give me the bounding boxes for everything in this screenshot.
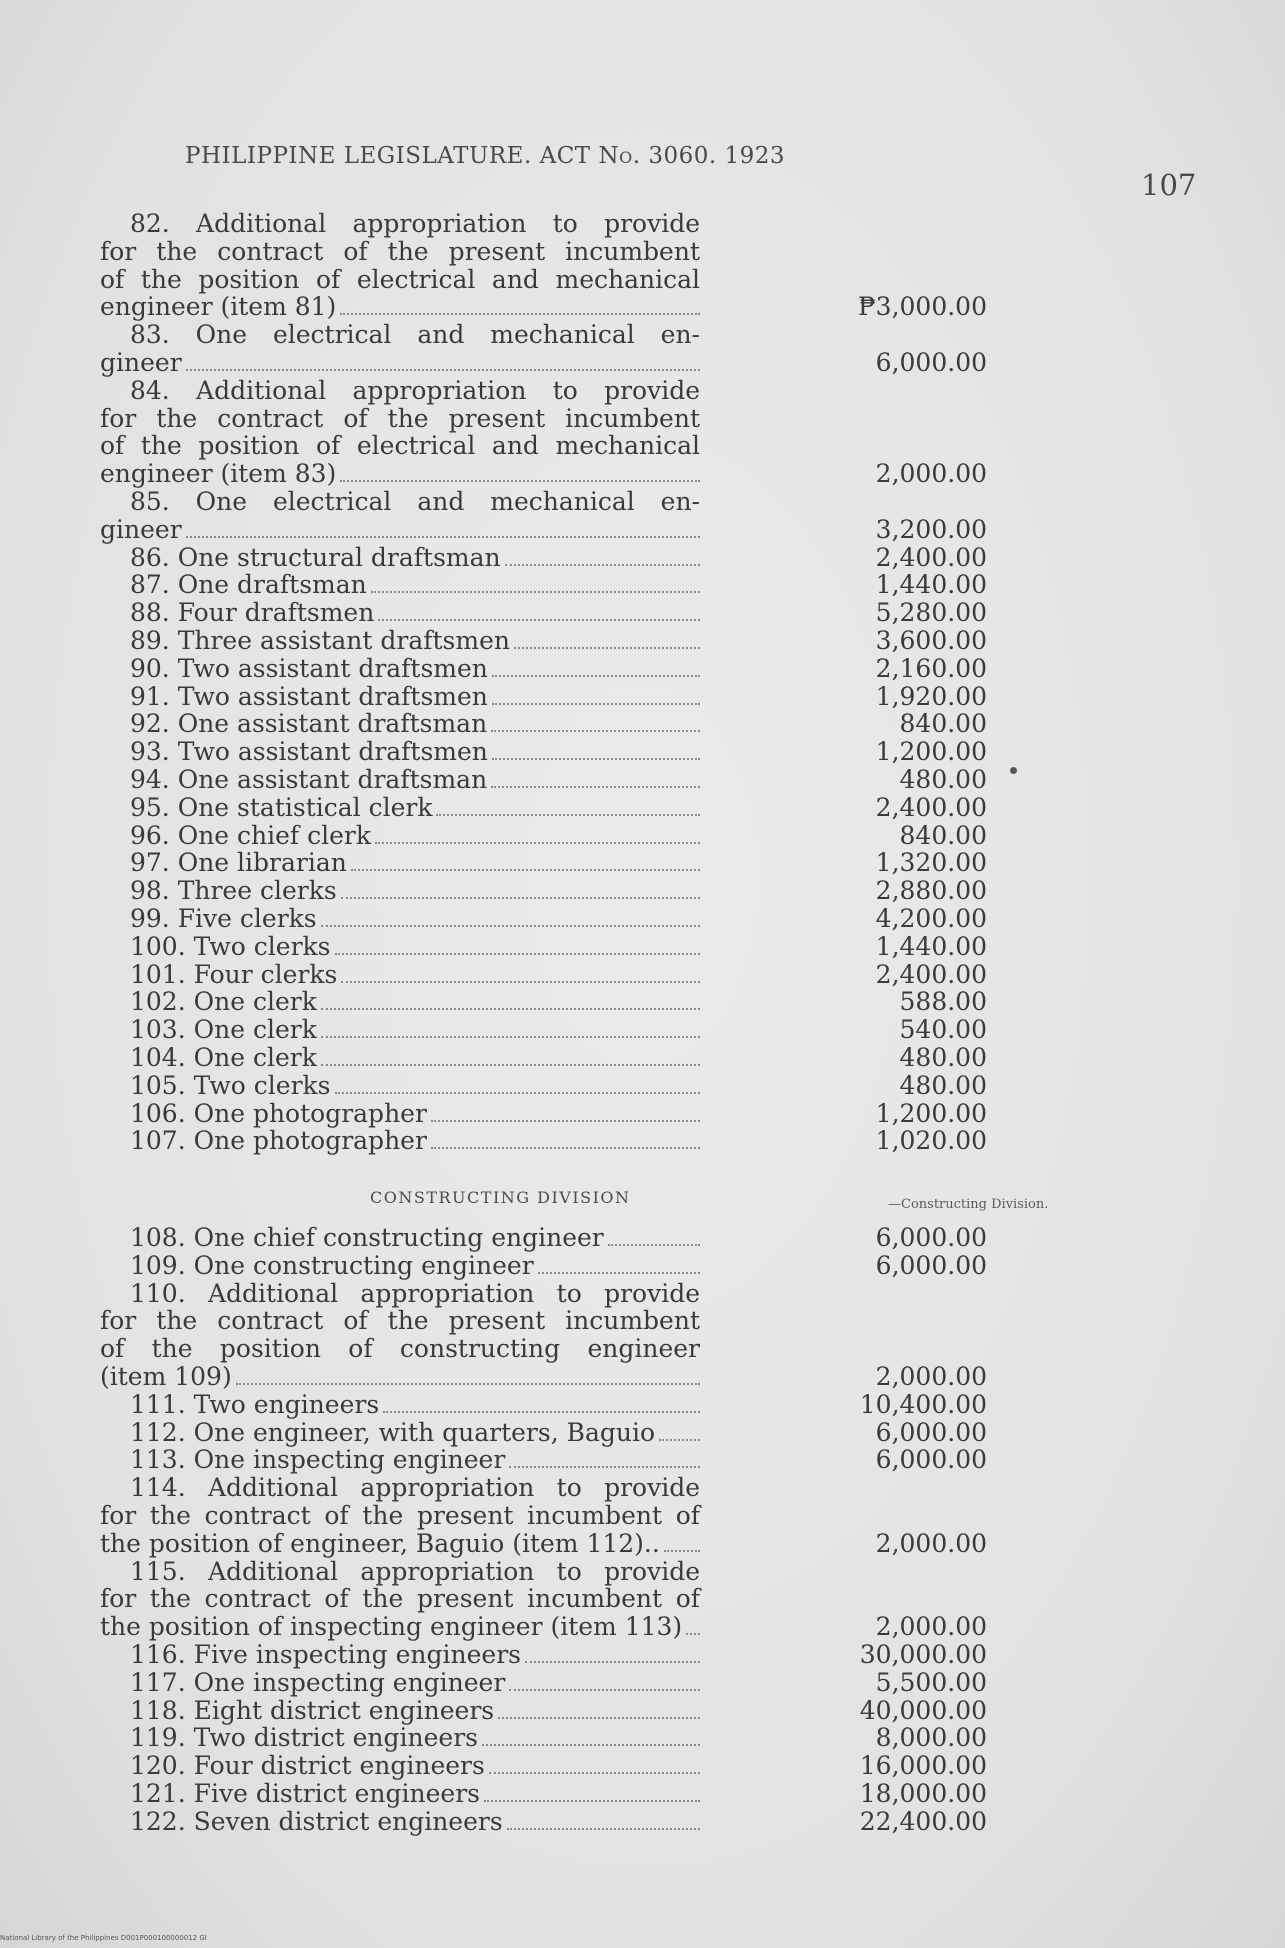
dot-leader [186,368,700,371]
item-text: the position of engineer, Baguio (item 112).. [100,1528,660,1558]
item-line [100,1252,700,1280]
appropriation-item [100,1806,987,1836]
item-text: (item 109) [100,1361,232,1391]
item-line [100,516,700,544]
item-text: 118. Eight district engineers [130,1695,495,1725]
dot-leader [492,674,700,677]
item-amount: 1,200.00 [875,1098,987,1128]
item-text: 101. Four clerks [130,959,338,989]
dot-leader [491,785,700,788]
item-text: 116. Five inspecting engineers [130,1639,522,1669]
item-line [100,1502,700,1530]
appropriation-item [100,1473,987,1558]
item-text: 87. One draftsman [130,570,367,600]
item-line [100,1724,700,1752]
item-amount: 40,000.00 [859,1695,987,1725]
item-line [100,877,700,905]
appropriation-item [100,1556,987,1642]
item-amount: 480.00 [899,1070,987,1100]
item-amount: 2,000.00 [875,1528,987,1558]
item-text: 84. Additional appropriation to provide [130,375,700,405]
item-line [100,460,700,488]
item-amount: 480.00 [899,764,987,794]
item-line [100,710,700,738]
appropriation-item [100,1389,987,1419]
item-text: 98. Three clerks [130,876,337,906]
item-amount: 5,280.00 [875,598,987,628]
item-amount: 30,000.00 [859,1639,987,1669]
item-amount: 3,200.00 [875,514,987,544]
item-line [100,488,700,516]
item-text: 83. One electrical and mechanical en- [130,320,700,350]
item-line [100,599,700,627]
item-line [100,738,700,766]
item-line [100,1044,700,1072]
item-amount: 540.00 [899,1015,987,1045]
item-text: 89. Three assistant draftsmen [130,625,510,655]
item-line [100,1280,700,1308]
dot-leader [340,312,700,315]
item-text: 90. Two assistant draftsmen [130,653,488,683]
dot-leader [489,1771,700,1774]
appropriation-item [100,1223,987,1252]
dot-leader [509,1465,700,1468]
item-line [100,1446,700,1474]
item-text: 100. Two clerks [130,931,331,961]
dot-leader [236,1382,700,1385]
appropriation-item [100,737,987,767]
appropriation-item [100,1042,987,1072]
item-text: engineer (item 83) [100,459,337,489]
item-text: for the contract of the present incumbent of [100,1500,700,1530]
item-text: 97. One librarian [130,848,347,878]
item-line [100,210,700,238]
item-text: 110. Additional appropriation to provide [130,1278,700,1308]
running-head: PHILIPPINE LEGISLATURE. ACT No. 3060. 1923 [185,143,786,169]
item-text: 122. Seven district engineers [130,1806,503,1836]
item-text: engineer (item 81) [100,292,337,322]
ink-speck [1010,767,1017,774]
appropriation-item [100,931,987,961]
dot-leader [186,535,700,538]
item-line [100,293,700,321]
item-line [100,321,700,349]
dot-leader [505,563,700,566]
item-line [100,683,700,711]
item-line [100,1363,700,1391]
item-text: 104. One clerk [130,1042,317,1072]
item-text: 114. Additional appropriation to provide [130,1473,700,1503]
appropriation-item [100,653,987,683]
item-amount: 2,400.00 [875,792,987,822]
item-line [100,349,700,377]
appropriation-list-top [100,209,987,1156]
item-line [100,766,700,794]
dot-leader [484,1799,700,1802]
appropriation-item [100,792,987,822]
appropriation-item [100,320,987,377]
item-text: 112. One engineer, with quarters, Baguio [130,1417,656,1447]
item-text: the position of inspecting engineer (item 113) [100,1612,683,1642]
dot-leader [321,1007,700,1010]
item-text: 108. One chief constructing engineer [130,1223,604,1252]
item-text: for the contract of the present incumbent of [100,1584,700,1614]
item-amount: 6,000.00 [875,1445,987,1475]
item-text: 117. One inspecting engineer [130,1667,506,1697]
appropriation-item [100,1723,987,1753]
item-text: 109. One constructing engineer [130,1250,534,1280]
item-line [100,905,700,933]
item-amount: 10,400.00 [859,1389,987,1419]
item-line [100,1335,700,1363]
item-line [100,1127,700,1155]
item-text: 103. One clerk [130,1015,317,1045]
appropriation-item [100,375,987,489]
item-line [100,432,700,460]
item-amount: 2,400.00 [875,542,987,572]
appropriation-item [100,486,987,544]
item-text: 96. One chief clerk [130,820,372,850]
dot-leader [608,1243,700,1246]
dot-leader [431,1146,700,1149]
appropriation-item [100,542,987,572]
item-amount: 2,000.00 [875,1361,987,1391]
appropriation-item [100,1098,987,1128]
appropriation-item [100,209,987,322]
item-amount: ₱3,000.00 [858,292,987,322]
item-text: 121. Five district engineers [130,1778,480,1808]
item-text: 115. Additional appropriation to provide [130,1556,700,1586]
appropriation-item [100,820,987,850]
item-text: 99. Five clerks [130,903,317,933]
item-line [100,1072,700,1100]
item-amount: 2,160.00 [875,653,987,683]
dot-leader [335,1091,700,1094]
dot-leader [491,729,700,732]
item-amount: 840.00 [899,709,987,739]
item-text: for the contract of the present incumbent [100,403,700,433]
item-line [100,1100,700,1128]
appropriation-item [100,1250,987,1280]
dot-leader [514,646,700,649]
appropriation-item [100,1126,987,1156]
dot-leader [431,1119,700,1122]
appropriation-item [100,987,987,1017]
dot-leader [492,702,700,705]
item-amount: 1,440.00 [875,931,987,961]
appropriation-item [100,1639,987,1669]
item-text: 106. One photographer [130,1098,427,1128]
item-amount: 2,880.00 [875,876,987,906]
item-text: 105. Two clerks [130,1070,331,1100]
dot-leader [507,1827,700,1830]
item-line [100,266,700,294]
item-text: of the position of electrical and mechanical [100,431,700,461]
dot-leader [321,1035,700,1038]
item-line [100,1530,700,1558]
item-amount: 18,000.00 [859,1778,987,1808]
dot-leader [664,1549,700,1552]
appropriation-item [100,570,987,600]
item-text: 92. One assistant draftsman [130,709,488,739]
dot-leader [371,590,700,593]
appropriation-item [100,1667,987,1697]
appropriation-item [100,1445,987,1475]
item-line [100,238,700,266]
dot-leader [341,896,700,899]
item-text: 85. One electrical and mechanical en- [130,486,700,516]
item-text: gineer [100,347,182,377]
item-amount: 588.00 [899,987,987,1017]
item-amount: 1,020.00 [875,1126,987,1156]
item-text: 94. One assistant draftsman [130,764,488,794]
item-amount: 2,000.00 [875,1612,987,1642]
item-amount: 2,000.00 [875,459,987,489]
footer-mark: National Library of the Philippines D001P000100000012 GI [0,1934,207,1942]
item-line [100,544,700,572]
item-line [100,1474,700,1502]
item-amount: 480.00 [899,1042,987,1072]
dot-leader [509,1688,700,1691]
dot-leader [482,1743,700,1746]
item-amount: 1,440.00 [875,570,987,600]
appropriation-item [100,709,987,739]
item-text: 91. Two assistant draftsmen [130,681,488,711]
item-text: gineer [100,514,182,544]
item-line [100,1669,700,1697]
item-line [100,822,700,850]
appropriation-item [100,959,987,989]
dot-leader [538,1271,700,1274]
item-amount: 5,500.00 [875,1667,987,1697]
dot-leader [659,1438,700,1441]
dot-leader [375,841,700,844]
dot-leader [321,924,700,927]
appropriation-item [100,1070,987,1100]
item-amount: 1,320.00 [875,848,987,878]
dot-leader [378,618,700,621]
item-amount: 6,000.00 [875,347,987,377]
item-line [100,1780,700,1808]
item-text: 82. Additional appropriation to provide [130,209,700,238]
appropriation-item [100,1278,987,1391]
item-text: 95. One statistical clerk [130,792,433,822]
item-text: 111. Two engineers [130,1389,380,1419]
item-text: 86. One structural draftsman [130,542,501,572]
item-line [100,377,700,405]
item-line [100,794,700,822]
item-line [100,1641,700,1669]
item-line [100,933,700,961]
item-line [100,655,700,683]
item-amount: 3,600.00 [875,625,987,655]
appropriation-item [100,764,987,794]
item-text: for the contract of the present incumbent [100,1306,700,1336]
dot-leader [436,813,700,816]
dot-leader [686,1632,700,1635]
item-amount: 22,400.00 [859,1806,987,1836]
item-line [100,961,700,989]
appropriation-item [100,598,987,628]
item-line [100,627,700,655]
appropriation-item [100,681,987,711]
appropriation-item [100,1695,987,1725]
dot-leader [383,1410,700,1413]
appropriation-item [100,1778,987,1808]
dot-leader [492,757,700,760]
item-line [100,1585,700,1613]
item-text: of the position of constructing engineer [100,1334,700,1364]
item-text: 113. One inspecting engineer [130,1445,506,1475]
item-text: 88. Four draftsmen [130,598,375,628]
page-number: 107 [1141,168,1197,202]
dot-leader [341,980,700,983]
dot-leader [321,1063,700,1066]
item-line [100,1613,700,1641]
item-line [100,1752,700,1780]
dot-leader [335,952,700,955]
item-text: for the contract of the present incumbent [100,236,700,266]
item-text: 93. Two assistant draftsmen [130,737,488,767]
item-line [100,571,700,599]
appropriation-item [100,848,987,878]
item-line [100,1808,700,1836]
item-line [100,1307,700,1335]
section-heading: CONSTRUCTING DIVISION [370,1188,631,1207]
item-amount: 2,400.00 [875,959,987,989]
appropriation-list-bottom [100,1223,987,1836]
item-amount: 1,920.00 [875,681,987,711]
appropriation-item [100,1015,987,1045]
item-amount: 6,000.00 [875,1223,987,1252]
item-line [100,1419,700,1447]
appropriation-item [100,1751,987,1781]
item-line [100,1224,700,1252]
item-line [100,1558,700,1586]
item-amount: 1,200.00 [875,737,987,767]
dot-leader [340,479,700,482]
appropriation-item [100,903,987,933]
item-text: of the position of electrical and mechanical [100,264,700,294]
item-amount: 6,000.00 [875,1417,987,1447]
item-line [100,849,700,877]
dot-leader [525,1660,700,1663]
item-line [100,1391,700,1419]
item-line [100,1016,700,1044]
item-amount: 4,200.00 [875,903,987,933]
item-amount: 840.00 [899,820,987,850]
item-text: 107. One photographer [130,1126,427,1156]
side-note: —Constructing Division. [888,1197,1049,1212]
item-line [100,1697,700,1725]
item-line [100,405,700,433]
item-amount: 8,000.00 [875,1723,987,1753]
item-text: 102. One clerk [130,987,317,1017]
item-text: 119. Two district engineers [130,1723,478,1753]
appropriation-item [100,876,987,906]
item-amount: 16,000.00 [859,1751,987,1781]
item-line [100,988,700,1016]
dot-leader [498,1716,700,1719]
appropriation-item [100,1417,987,1447]
dot-leader [351,868,700,871]
item-text: 120. Four district engineers [130,1751,485,1781]
appropriation-item [100,625,987,655]
item-amount: 6,000.00 [875,1250,987,1280]
